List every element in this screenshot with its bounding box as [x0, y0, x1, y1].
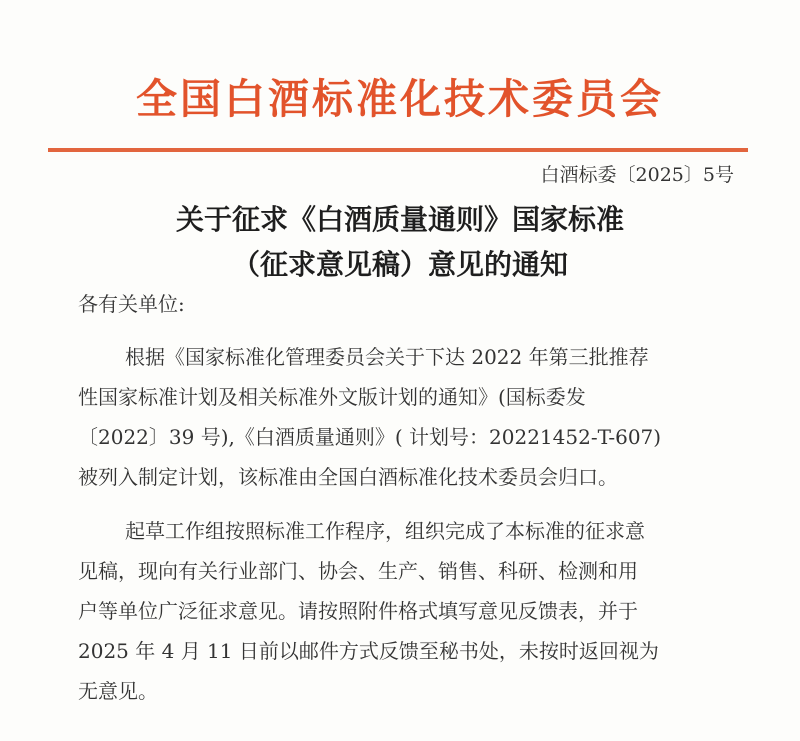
paragraph-1-line: 被列入制定计划，该标准由全国白酒标准化技术委员会归口。: [78, 465, 618, 489]
notice-title-line-2: （征求意见稿）意见的通知: [231, 248, 568, 281]
notice-title-line-1: 关于征求《白酒质量通则》国家标准: [175, 203, 624, 236]
paragraph-1-line: 性国家标准计划及相关标准外文版计划的通知》(国标委发: [78, 385, 586, 409]
paragraph-2-line: 无意见。: [78, 679, 158, 703]
letterhead-divider: [48, 148, 748, 152]
paragraph-1-line: 根据《国家标准化管理委员会关于下达 2022 年第三批推荐: [125, 345, 649, 369]
paragraph-2-line: 户等单位广泛征求意见。请按照附件格式填写意见反馈表，并于: [78, 599, 638, 623]
org-letterhead: 全国白酒标准化技术委员会: [136, 75, 664, 123]
paragraph-1-line: 〔2022〕39 号),《白酒质量通则》( 计划号：20221452-T-607): [78, 425, 662, 449]
salutation: 各有关单位:: [78, 292, 185, 316]
document-number: 白酒标委〔2025〕5号: [540, 164, 734, 186]
paragraph-2-line: 见稿，现向有关行业部门、协会、生产、销售、科研、检测和用: [78, 559, 638, 583]
paragraph-2-line: 2025 年 4 月 11 日前以邮件方式反馈至秘书处，未按时返回视为: [78, 639, 659, 663]
paragraph-2-line: 起草工作组按照标准工作程序，组织完成了本标准的征求意: [125, 519, 645, 543]
